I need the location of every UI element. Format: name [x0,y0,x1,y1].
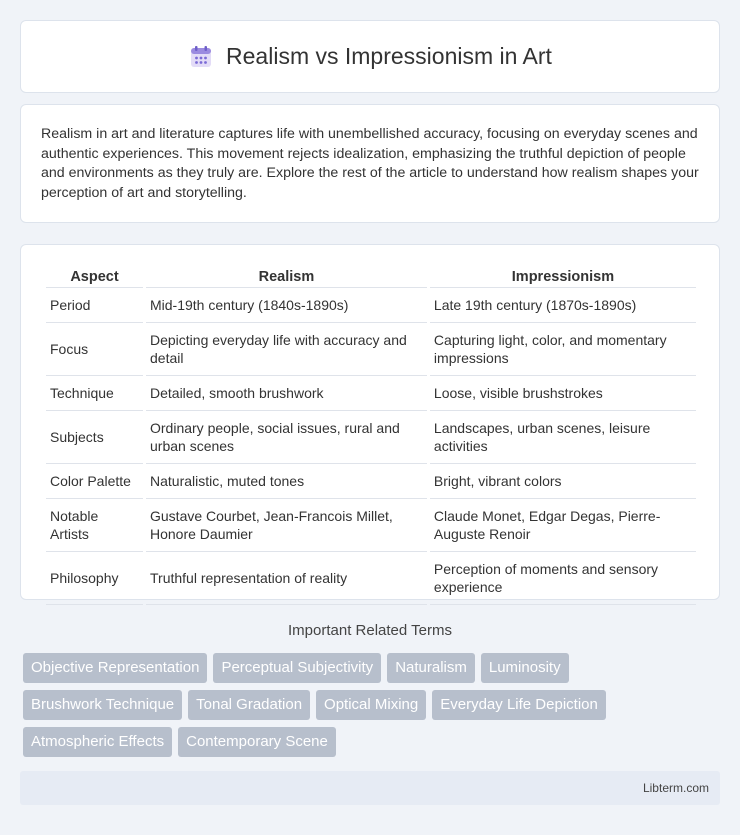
table-row [46,464,696,499]
table-row [46,499,696,552]
table-row [46,411,696,464]
table-cell: Depicting everyday life with accuracy and detail [146,323,427,376]
table-row [46,552,696,605]
table-cell: Claude Monet, Edgar Degas, Pierre-Auguste Renoir [430,499,696,552]
header-card [20,20,720,93]
tag-perceptual-subjectivity[interactable]: Perceptual Subjectivity [213,653,381,683]
column-header-realism: Realism [146,265,427,288]
table-cell: Bright, vibrant colors [430,464,696,499]
table-cell: Truthful representation of reality [146,552,427,605]
table-cell: Subjects [46,411,143,464]
tag-brushwork-technique[interactable]: Brushwork Technique [23,690,182,720]
intro-card [20,104,720,223]
tag-objective-representation[interactable]: Objective Representation [23,653,207,683]
table-row [46,288,696,323]
table-cell: Technique [46,376,143,411]
table-cell: Period [46,288,143,323]
column-header-impressionism: Impressionism [430,265,696,288]
table-cell: Late 19th century (1870s-1890s) [430,288,696,323]
table-cell: Capturing light, color, and momentary impressions [430,323,696,376]
footer [20,771,720,805]
table-cell: Color Palette [46,464,143,499]
table-row [46,376,696,411]
column-header-aspect: Aspect [46,265,143,288]
tag-everyday-life-depiction[interactable]: Everyday Life Depiction [432,690,606,720]
table-cell: Loose, visible brushstrokes [430,376,696,411]
comparison-table-card [20,244,720,600]
title-wrap [188,43,552,70]
table-cell: Focus [46,323,143,376]
table-cell: Perception of moments and sensory experience [430,552,696,605]
table-cell: Philosophy [46,552,143,605]
page-title: Realism vs Impressionism in Art [226,43,552,69]
table-cell: Gustave Courbet, Jean-Francois Millet, Honore Daumier [146,499,427,552]
table-row [46,323,696,376]
table-cell: Notable Artists [46,499,143,552]
tag-atmospheric-effects[interactable]: Atmospheric Effects [23,727,172,757]
table-cell: Naturalistic, muted tones [146,464,427,499]
tag-optical-mixing[interactable]: Optical Mixing [316,690,426,720]
calendar-icon [188,44,214,70]
tag-contemporary-scene[interactable]: Contemporary Scene [178,727,336,757]
tag-tonal-gradation[interactable]: Tonal Gradation [188,690,310,720]
tag-naturalism[interactable]: Naturalism [387,653,475,683]
tag-luminosity[interactable]: Luminosity [481,653,569,683]
table-cell: Landscapes, urban scenes, leisure activities [430,411,696,464]
footer-site-link[interactable]: Libterm.com [642,781,709,795]
related-terms-title: Important Related Terms [288,622,452,639]
intro-text: Realism in art and literature captures life with unembellished accuracy, focusing on everyday scenes and authentic experiences. This movement rejects idealization, emphasizing the truthful depiction of people and environments as they truly are. Explore the rest of the article to understand how realism shapes your perception of art and storytelling. [41,126,699,201]
table-cell: Detailed, smooth brushwork [146,376,427,411]
table-cell: Mid-19th century (1840s-1890s) [146,288,427,323]
comparison-table [43,265,699,605]
related-terms-tags [23,653,723,757]
table-header-row [46,265,696,288]
table-cell: Ordinary people, social issues, rural and urban scenes [146,411,427,464]
